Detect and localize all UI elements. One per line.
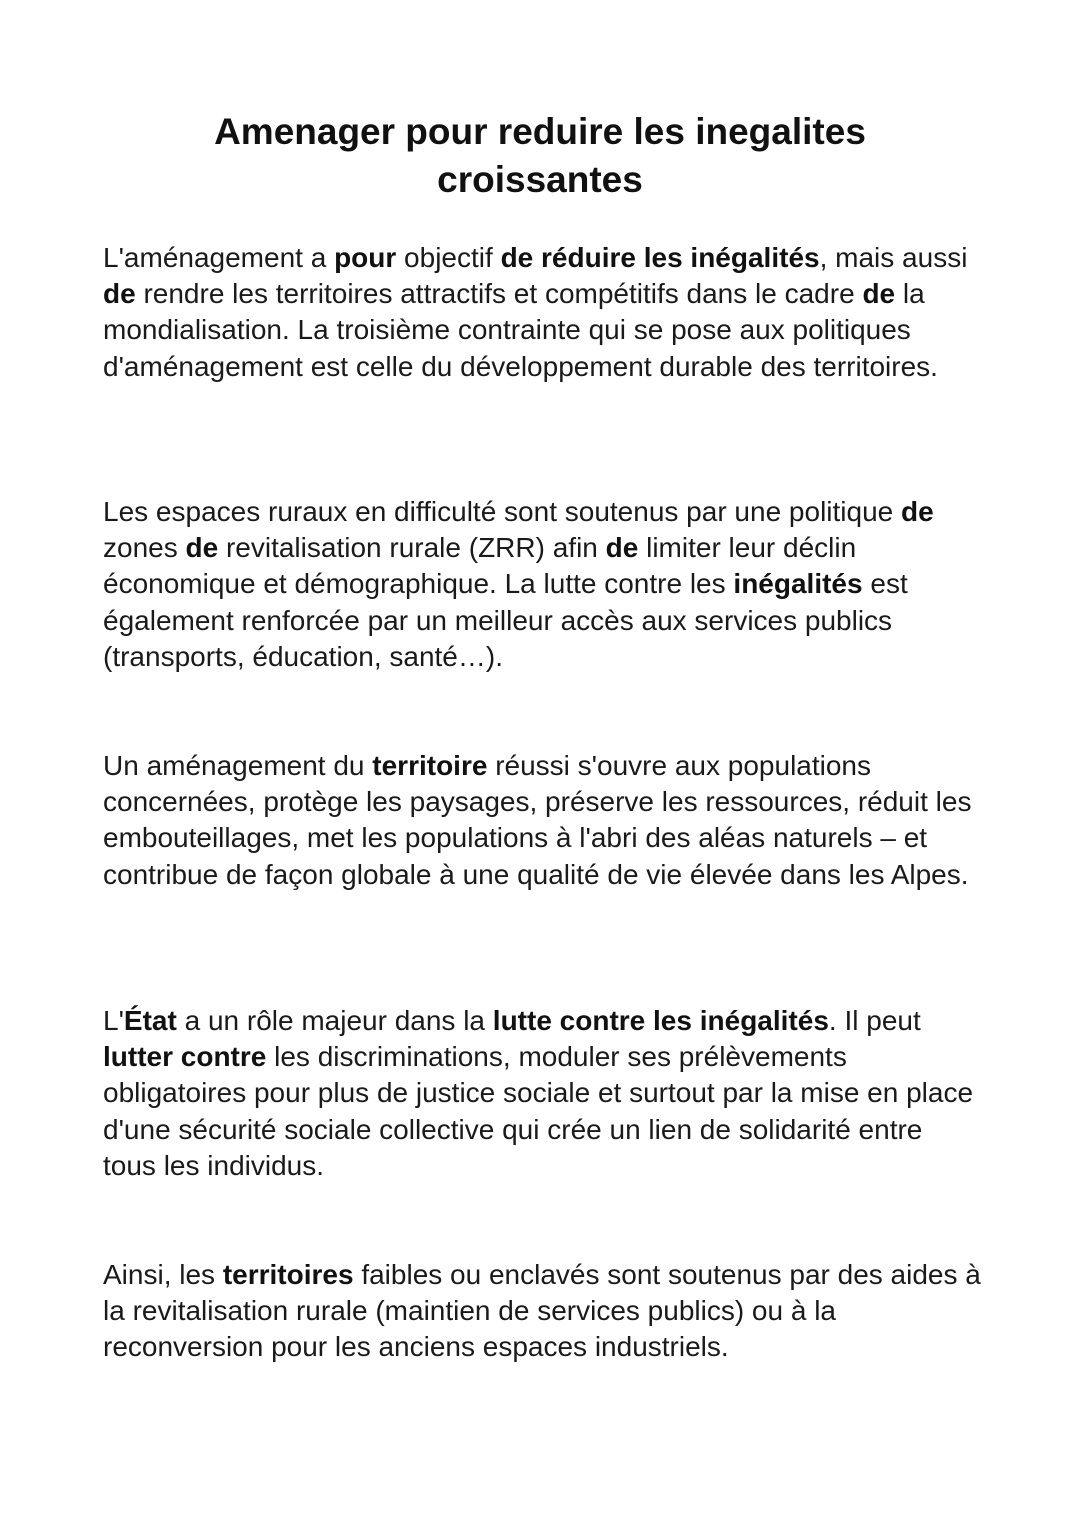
bold-text: de bbox=[605, 532, 639, 564]
paragraph-amenagement-reussi bbox=[103, 748, 983, 893]
text-run: est également renforcée par un meilleur accès aux services publics (transports, éducation, santé…). bbox=[103, 568, 908, 672]
text-run: Les espaces ruraux en difficulté sont soutenus par une politique bbox=[103, 496, 901, 527]
bold-text: lutter contre bbox=[103, 1041, 267, 1073]
text-run: , mais aussi bbox=[819, 242, 968, 273]
text-run: rendre les territoires attractifs et compétitifs dans le cadre bbox=[135, 278, 863, 310]
bold-text: de bbox=[862, 278, 896, 310]
text-run: zones bbox=[103, 532, 186, 564]
text-run: objectif bbox=[396, 242, 501, 273]
bold-text: lutte contre les inégalités bbox=[492, 1005, 829, 1036]
bold-text: inégalités bbox=[733, 568, 863, 600]
paragraph-territoires-faibles bbox=[103, 1257, 983, 1366]
bold-text: de bbox=[901, 496, 934, 527]
bold-text: territoire bbox=[372, 750, 488, 781]
text-run: faibles ou enclavés sont soutenus par des aides à la revitalisation rurale (maintien de services publics) ou à la reconversion pour les anciens espaces industriels. bbox=[103, 1259, 981, 1363]
text-run: a un rôle majeur dans la bbox=[176, 1005, 493, 1036]
paragraph-espaces-ruraux bbox=[103, 494, 983, 675]
text-run: la mondialisation. La troisième contrainte qui se pose aux politiques d'aménagement est celle du développement durable des territoires. bbox=[103, 278, 938, 382]
text-run: limiter leur déclin économique et démographique. La lutte contre les bbox=[103, 532, 857, 600]
bold-text: de réduire les inégalités bbox=[500, 242, 820, 273]
text-run: L'aménagement a bbox=[103, 242, 335, 273]
bold-text: de bbox=[103, 278, 136, 310]
bold-text: pour bbox=[334, 242, 397, 273]
text-run: réussi s'ouvre aux populations concernées, protège les paysages, préserve les ressources, réduit les embouteillages, met les populations à l'abri des aléas naturels – et contribue de façon globale à une qualité de vie élevée dans les Alpes. bbox=[103, 750, 972, 890]
text-run: . Il peut bbox=[828, 1005, 921, 1036]
text-run: revitalisation rurale (ZRR) afin bbox=[218, 532, 606, 564]
bold-text: de bbox=[185, 532, 219, 564]
text-run: Ainsi, les bbox=[103, 1259, 223, 1290]
paragraph-amenagement-objectifs bbox=[103, 240, 983, 385]
page-title: Amenager pour reduire les inegalites croissantes bbox=[214, 111, 866, 200]
text-run: Un aménagement du bbox=[103, 750, 373, 781]
paragraph-role-etat bbox=[103, 1003, 983, 1184]
bold-text: État bbox=[123, 1005, 177, 1036]
text-run: les discriminations, moduler ses prélèvements obligatoires pour plus de justice sociale et surtout par la mise en place d'une sécurité sociale collective qui crée un lien de solidarité entre tous les individus. bbox=[103, 1041, 974, 1181]
text-run: L' bbox=[103, 1005, 124, 1036]
bold-text: territoires bbox=[222, 1259, 354, 1290]
